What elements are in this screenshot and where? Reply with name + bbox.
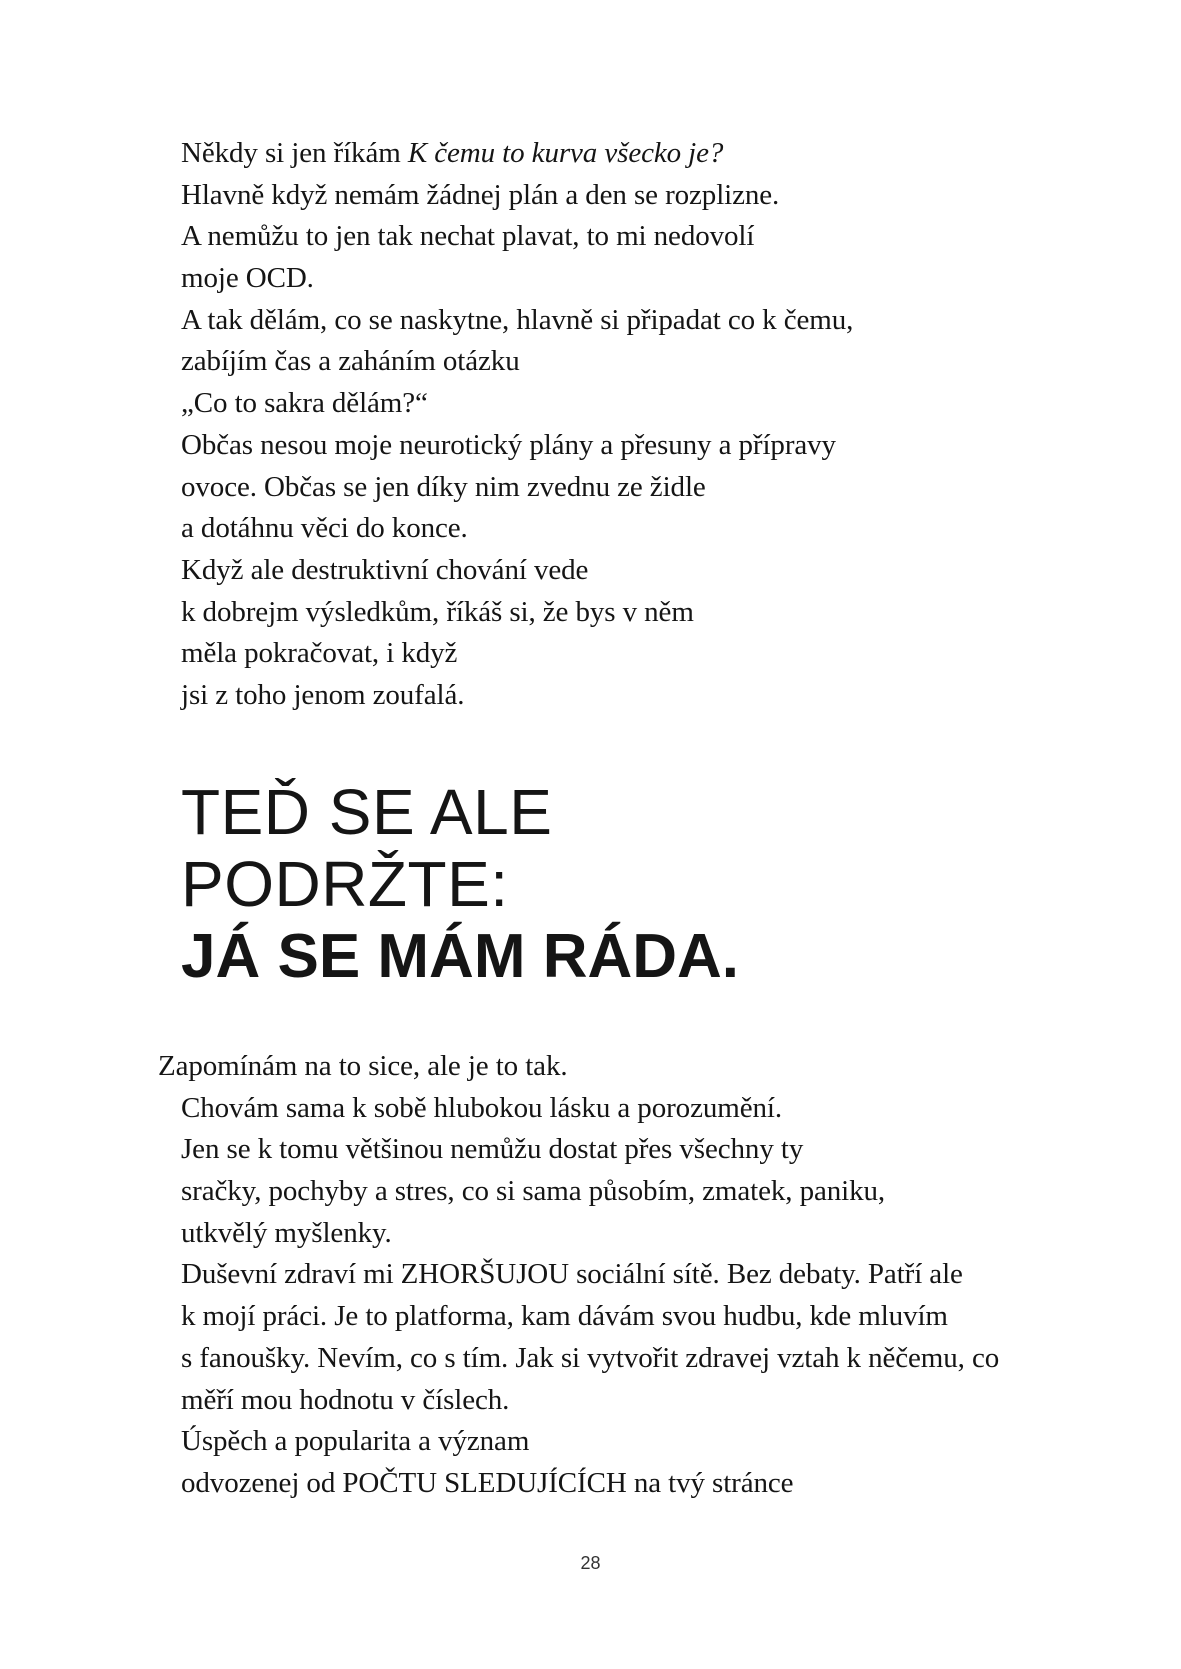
text-line: a dotáhnu věci do konce.: [181, 512, 468, 545]
text-line: měla pokračovat, i když: [181, 637, 458, 670]
text-line: zabíjím čas a zaháním otázku: [181, 345, 520, 378]
text-block-top: [181, 133, 853, 717]
text-line: „Co to sakra dělám?“: [181, 387, 428, 420]
text-line: k mojí práci. Je to platforma, kam dávám svou hudbu, kde mluvím: [181, 1300, 948, 1333]
text-line: Chovám sama k sobě hlubokou lásku a porozumění.: [181, 1091, 782, 1124]
text-line: Občas nesou moje neurotický plány a přesuny a přípravy: [181, 428, 836, 461]
italic-phrase: K čemu to kurva všecko je?: [407, 137, 724, 169]
text-line: Zapomínám na to sice, ale je to tak.: [158, 1050, 568, 1082]
text-line: Když ale destruktivní chování vede: [181, 553, 589, 586]
text-line: ovoce. Občas se jen díky nim zvednu ze židle: [181, 470, 706, 503]
text-line-lead: Někdy si jen říkám: [181, 137, 408, 169]
text-line: odvozenej od POČTU SLEDUJÍCÍCH na tvý stránce: [181, 1466, 794, 1499]
heading-line-1: TEĎ SE ALE: [181, 776, 553, 848]
text-line: Duševní zdraví mi ZHORŠUJOU sociální sítě. Bez debaty. Patří ale: [181, 1258, 963, 1291]
text-line: A tak dělám, co se naskytne, hlavně si připadat co k čemu,: [181, 303, 854, 336]
text-line: moje OCD.: [181, 262, 314, 295]
page-number: 28: [580, 1553, 601, 1573]
text-line: A nemůžu to jen tak nechat plavat, to mi nedovolí: [181, 220, 755, 253]
text-line: Úspěch a popularita a význam: [181, 1425, 530, 1458]
text-line: Jen se k tomu většinou nemůžu dostat přes všechny ty: [181, 1133, 804, 1166]
text-line: Hlavně když nemám žádnej plán a den se rozplizne.: [181, 178, 780, 211]
text-line: měří mou hodnotu v číslech.: [181, 1383, 510, 1416]
text-line: utkvělý myšlenky.: [181, 1216, 392, 1249]
text-line: jsi z toho jenom zoufalá.: [181, 678, 465, 711]
heading-line-3: JÁ SE MÁM RÁDA.: [181, 922, 740, 991]
heading-line-2: PODRŽTE:: [181, 848, 509, 920]
text-block-bottom: [158, 1046, 1000, 1505]
text-line: sračky, pochyby a stres, co si sama působím, zmatek, paniku,: [181, 1175, 886, 1208]
text-line: s fanoušky. Nevím, co s tím. Jak si vytvořit zdravej vztah k něčemu, co: [181, 1341, 1000, 1374]
display-heading: [181, 776, 739, 993]
text-line: [181, 133, 853, 175]
text-line: k dobrejm výsledkům, říkáš si, že bys v něm: [181, 595, 694, 628]
